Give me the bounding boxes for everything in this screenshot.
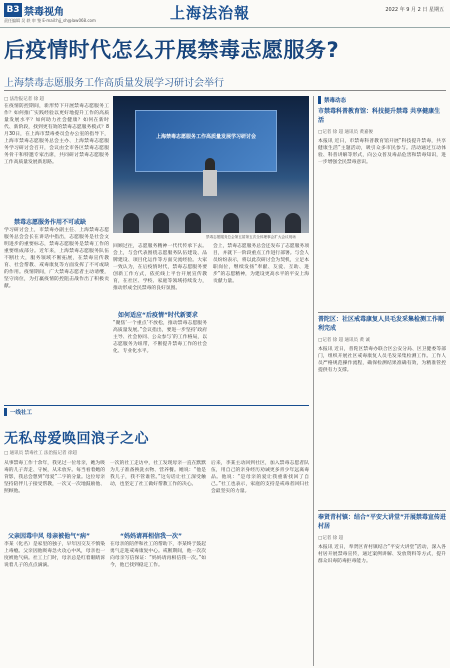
section-heading-1: 禁毒志愿服务作用不可或缺 bbox=[14, 219, 87, 226]
main-byline: □ 法治报记者 徐 超 bbox=[4, 97, 45, 102]
col2b-body: “聚焦‘一个重点’不放松，推动禁毒志愿服务高质量发展。”会议指出，要进一步坚持‘政府主导、社会协同、公众参与’的工作格局，以志愿服务为纽带，不断提升禁毒工作的社会化、专业化水平。 bbox=[113, 321, 207, 354]
audience-head bbox=[123, 213, 139, 233]
editor-meta: 责任编辑 吴 轶 审 签 E-mail:hjj_sh@law068.com bbox=[4, 18, 96, 23]
audience-head bbox=[223, 213, 239, 233]
sidebar-item2-byline: □记者 徐 超 通讯员 黄 诚 bbox=[318, 338, 370, 343]
story2-column-label: 一线社工 bbox=[10, 410, 33, 416]
audience-head bbox=[255, 213, 271, 233]
event-photo bbox=[113, 96, 309, 233]
story2-divider bbox=[4, 405, 309, 406]
issue-date: 2022 年 9 月 2 日 星期五 bbox=[385, 7, 444, 13]
story2-col1b-body: 李某（化名）是家里的独子，早年因交友不慎染上毒瘾。父亲因他吸毒急火攻心中风，母亲也一度被他气病。社工上门时，母亲总是红着眼睛诉说着儿子的点点滴滴。 bbox=[4, 542, 105, 568]
audience-head bbox=[153, 213, 169, 233]
sidebar-item1-title: 市禁毒科普教育馆：科技提升禁毒 共享健康生活 bbox=[318, 108, 441, 124]
sidebar-item2-title: 普陀区：社区戒毒康复人员毛发采集检测工作顺利完成 bbox=[318, 316, 445, 332]
screen-title: 上海禁毒志愿服务工作高质量发展学习研讨会 bbox=[155, 134, 256, 140]
story2-subhead-1: 父亲因毒中风 母亲被他气“病” bbox=[8, 533, 90, 540]
story2-headline: 无私母爱唤回浪子之心 bbox=[4, 431, 149, 447]
story2-label-bar bbox=[4, 408, 7, 416]
sidebar-item1-body: 本报讯 近日，市禁毒科普教育馆开展“科技提升禁毒，共享健康生活”主题活动，吸引众多市民参与。活动通过互动体验、科普讲解等形式，向公众普及毒品危害和禁毒知识，进一步增强全民禁毒意识。 bbox=[318, 139, 446, 165]
sidebar-item3-byline: □记者 徐 超 bbox=[318, 536, 344, 541]
headline-divider bbox=[4, 90, 446, 91]
sidebar-item3-body: 本报讯 近日，奉贤区青村镇结合“平安大讲堂”活动，深入各村居开展禁毒宣传，通过案例讲解、发放资料等方式，提升群众识毒防毒拒毒能力。 bbox=[318, 545, 446, 564]
photo-caption: 禁毒志愿服务总会第五届第五次全体理事会扩大会议现场 bbox=[206, 235, 296, 239]
story2-byline: □ 通讯员 禁毒社工 法治报记者 徐超 bbox=[4, 451, 77, 456]
sidebar-rule-2 bbox=[318, 510, 446, 511]
main-lead: 在疫情防控期间，新形势下开展禁毒志愿服务工作？如何推广实践经验以更好地提升工作的高质量发展水平？如何助力社会健康？如何在新时代、新阶段，找到更有效的禁毒志愿服务模式？8月30日，在上海市禁毒委员会办公室的指导下，上海市禁毒志愿服务总会主办、上海禁毒志愿服务学习研讨会召开，会议由全市各区禁毒志愿服务骨干和特邀专家出席，共同研讨禁毒志愿服务工作高质量发展新思路。 bbox=[4, 104, 109, 165]
sidebar-item2-body: 本报讯 近日，普陀区禁毒办联合区公安分局、区卫健委等部门，组织开展社区戒毒康复人员毛发采集检测工作。工作人员严格规范操作流程，确保检测结果准确有效，为精准管控提供有力支撑。 bbox=[318, 347, 446, 373]
main-headline: 后疫情时代怎么开展禁毒志愿服务? bbox=[4, 38, 340, 62]
section-name: 禁毒视角 bbox=[24, 7, 64, 18]
story2-col1-body: 从事禁毒工作十余年，我见过一位母亲，她为吸毒的儿子奔走、守候，从未放弃。每当看着她的背影，我总会想到“母爱”二字的分量。这位母亲坚持陪伴儿子接受帮教，一次又一次地鼓励他、照顾他。 bbox=[4, 461, 105, 494]
story2-col2-body: 一次的社工走访中，社工发现母亲一直在默默为儿子准备换洗衣物、营养餐。她说：“他是我儿子，我不管谁管。”这句话让社工深受触动，也坚定了社工做好帮教工作的决心。 bbox=[110, 461, 206, 487]
col3-body: 会上，禁毒志愿服务总会还发布了志愿服务项目，并就下一阶段重点工作进行部署。与会人员纷纷表示，将以此次研讨会为契机，立足本职岗位，继续发扬“奉献、友爱、互助、进步”的志愿精神，为建设更高水平的平安上海贡献力量。 bbox=[213, 244, 309, 284]
section-heading-2: 如何适应“后疫情”时代新要求 bbox=[118, 312, 198, 319]
sidebar-item3-title: 奉贤青村镇：结合“平安大讲堂”开展禁毒宣传进村居 bbox=[318, 514, 446, 530]
story2-col3-body: 后来，李某主动回到社区，加入禁毒志愿者队伍，用自己的亲身经历劝诫更多青少年远离毒品。他说：“是母亲的爱让我重新找回了自己。”社工也表示，家庭的支持是戒毒者回归社会最坚实的力量。 bbox=[211, 461, 309, 494]
col1-body: 学习研讨会上，市禁毒办副主任、上海禁毒志愿服务总会会长在讲话中指出，志愿服务是社会文明进步的重要标志，禁毒志愿服务是禁毒工作的重要组成部分。近年来，上海禁毒志愿服务队伍不断壮大，服务领域不断拓展，在禁毒宣传教育、社会帮教、戒毒康复等方面发挥了不可或缺的作用。疫情期间，广大禁毒志愿者主动请缨，坚守岗位，为打赢疫情防控阻击战作出了积极贡献。 bbox=[4, 228, 109, 289]
sidebar-rule-1 bbox=[318, 312, 446, 313]
story2-col2b-body: 在母亲的陪伴和社工的帮助下，李某终于鼓起勇气走进戒毒康复中心。戒断期间，他一次次向母亲写信保证：“妈妈请再相信我一次。”如今，他已找到稳定工作。 bbox=[110, 542, 206, 568]
sidebar-item1-byline: □记者 徐 超 通讯员 黄嘉俊 bbox=[318, 130, 373, 135]
newspaper-logo: 上海法治報 bbox=[170, 4, 251, 22]
sidebar-divider bbox=[313, 96, 314, 666]
podium bbox=[203, 170, 217, 196]
sidebar-label-bar bbox=[318, 96, 321, 104]
audience-head bbox=[285, 213, 301, 233]
main-subheadline: 上海禁毒志愿服务工作高质量发展学习研讨会举行 bbox=[4, 78, 224, 89]
audience-head bbox=[185, 213, 201, 233]
sidebar-column-label: 禁毒动态 bbox=[324, 98, 347, 104]
story2-subhead-2: “妈妈请再相信我一次” bbox=[120, 533, 182, 540]
col2-body: 回顾过往，志愿服务精神一代代传承下去。会上，与会代表围绕志愿服务队伍建设、品牌建设、项目化运作等方面交流经验。大家一致认为，在后疫情时代，禁毒志愿服务要创新工作方式，依托线上平台开展宣传教育，在社区、学校、家庭等领域持续发力，推动形成全民禁毒的良好氛围。 bbox=[113, 244, 207, 291]
page-number: B3 bbox=[4, 3, 22, 17]
